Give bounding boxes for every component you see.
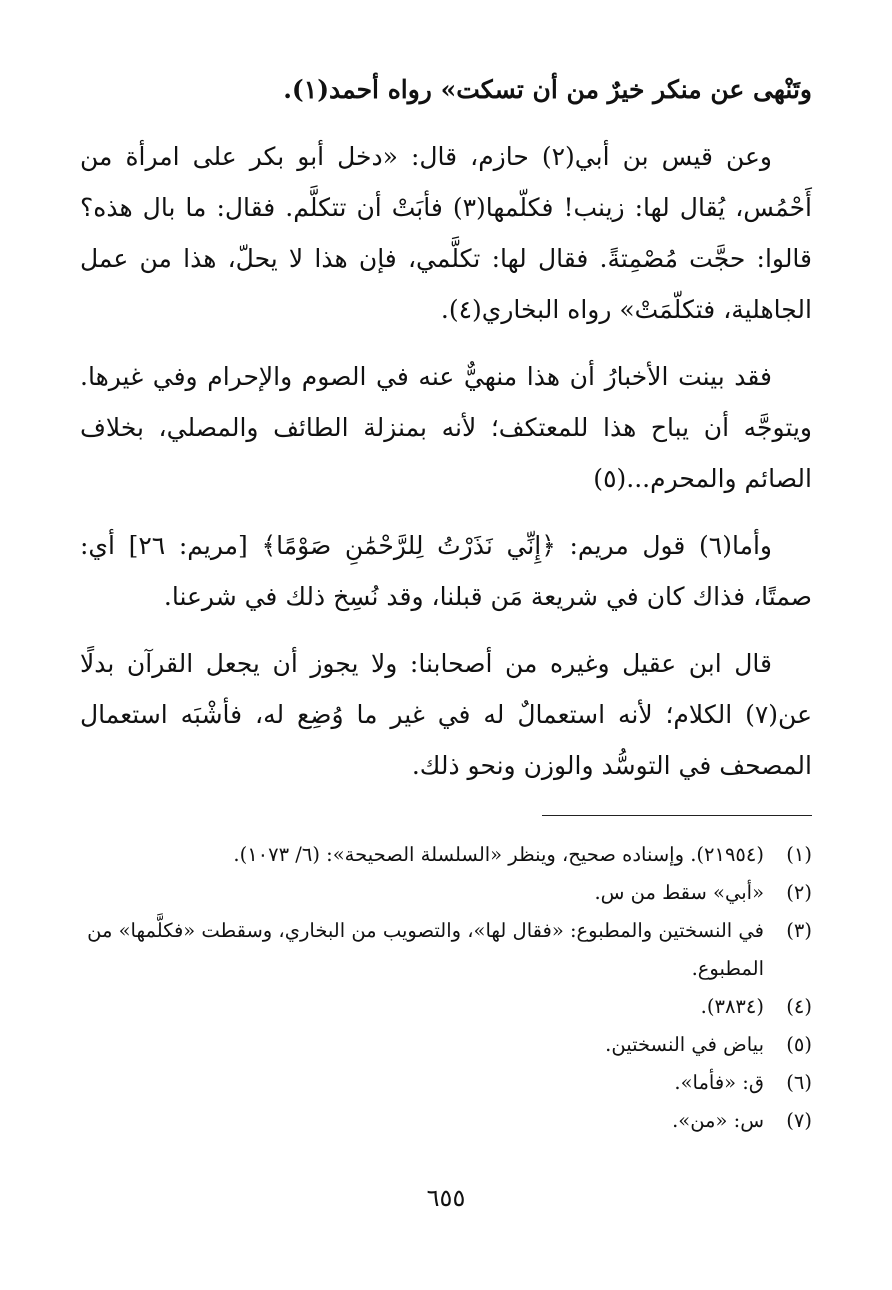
footnote-text: بياض في النسختين. (605, 1033, 764, 1056)
footnote-number: (٦) (786, 1071, 812, 1094)
footnote-number: (١) (786, 843, 812, 866)
paragraph-3: فقد بينت الأخبارُ أن هذا منهيٌّ عنه في الصوم والإحرام وفي غيرها. ويتوجَّه أن يباح هذا للمعتكف؛ لأنه بمنزلة الطائف والمصلي، بخلاف الصائم والمحرم...(٥) (80, 362, 812, 493)
paragraph-2: وعن قيس بن أبي(٢) حازم، قال: «دخل أبو بكر على امرأة من أَحْمُس، يُقال لها: زينب! فكلّمها(٣) فأبَتْ أن تتكلَّم. فقال: ما بال هذه؟ قالوا: حجَّت مُصْمِتةً. فقال لها: تكلَّمي، فإن هذا لا يحلّ، هذا من عمل الجاهلية، فتكلّمَتْ» رواه البخاري(٤). (80, 142, 813, 324)
main-text (80, 64, 812, 791)
footnote-4 (80, 988, 812, 1026)
footnote-7 (80, 1102, 812, 1140)
footnote-text: (٢١٩٥٤). وإسناده صحيح، وينظر «السلسلة الصحيحة»: (٦/ ١٠٧٣). (233, 843, 764, 866)
paragraph-5: قال ابن عقيل وغيره من أصحابنا: ولا يجوز أن يجعل القرآن بدلًا عن(٧) الكلام؛ لأنه استعمالٌ له في غير ما وُضِع له، فأشْبَه استعمال المصحف في التوسُّد والوزن ونحو ذلك. (80, 649, 812, 780)
paragraph-4: وأما(٦) قول مريم: ﴿إِنِّي نَذَرْتُ لِلرَّحْمَٰنِ صَوْمًا﴾ [مريم: ٢٦] أي: صمتًا، فذاك كان في شريعة مَن قبلنا، وقد نُسِخ ذلك في شرعنا. (80, 531, 812, 611)
footnote-number: (٤) (786, 995, 812, 1018)
footnote-number: (٥) (786, 1033, 812, 1056)
footnote-6 (80, 1064, 812, 1102)
footnote-number: (٧) (786, 1109, 812, 1132)
footnote-number: (٣) (786, 919, 812, 942)
footnote-2 (80, 874, 812, 912)
footnote-1 (80, 836, 812, 874)
footnote-text: في النسختين والمطبوع: «فقال لها»، والتصويب من البخاري، وسقطت «فكلَّمها» من المطبوع. (87, 919, 764, 980)
footnote-text: (٣٨٣٤). (700, 995, 764, 1018)
page-number: ٦٥٥ (426, 1184, 466, 1212)
paragraph-1: وتَنْهى عن منكر خيرٌ من أن تسكت» رواه أحمد(١). (283, 75, 812, 104)
footnote-number: (٢) (786, 881, 812, 904)
footnotes (80, 836, 812, 1140)
footnote-3 (80, 912, 812, 988)
footnote-text: «أبي» سقط من س. (594, 881, 764, 904)
footnote-text: س: «من». (672, 1109, 764, 1132)
footnote-5 (80, 1026, 812, 1064)
footnote-separator (542, 815, 812, 816)
footnote-text: ق: «فأما». (674, 1071, 764, 1094)
